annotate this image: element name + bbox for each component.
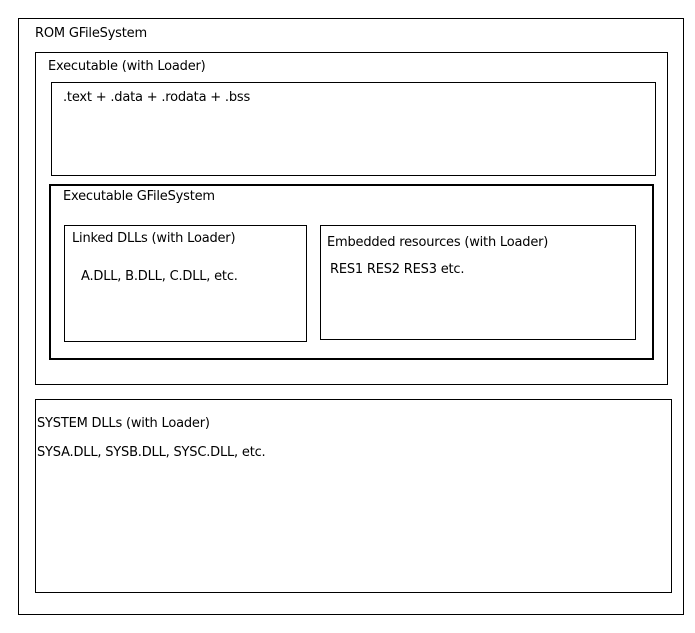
linked-dlls-title: Linked DLLs (with Loader) xyxy=(72,231,236,246)
sections-text: .text + .data + .rodata + .bss xyxy=(63,90,251,105)
system-dlls-title: SYSTEM DLLs (with Loader) xyxy=(37,416,210,431)
embedded-resources-list: RES1 RES2 RES3 etc. xyxy=(330,262,465,277)
embedded-resources-title: Embedded resources (with Loader) xyxy=(327,235,549,250)
executable-gfilesystem-title: Executable GFileSystem xyxy=(63,189,215,204)
executable-title: Executable (with Loader) xyxy=(48,59,206,74)
linked-dlls-list: A.DLL, B.DLL, C.DLL, etc. xyxy=(81,269,238,284)
system-dlls-list: SYSA.DLL, SYSB.DLL, SYSC.DLL, etc. xyxy=(37,445,266,460)
rom-gfilesystem-title: ROM GFileSystem xyxy=(35,26,147,41)
